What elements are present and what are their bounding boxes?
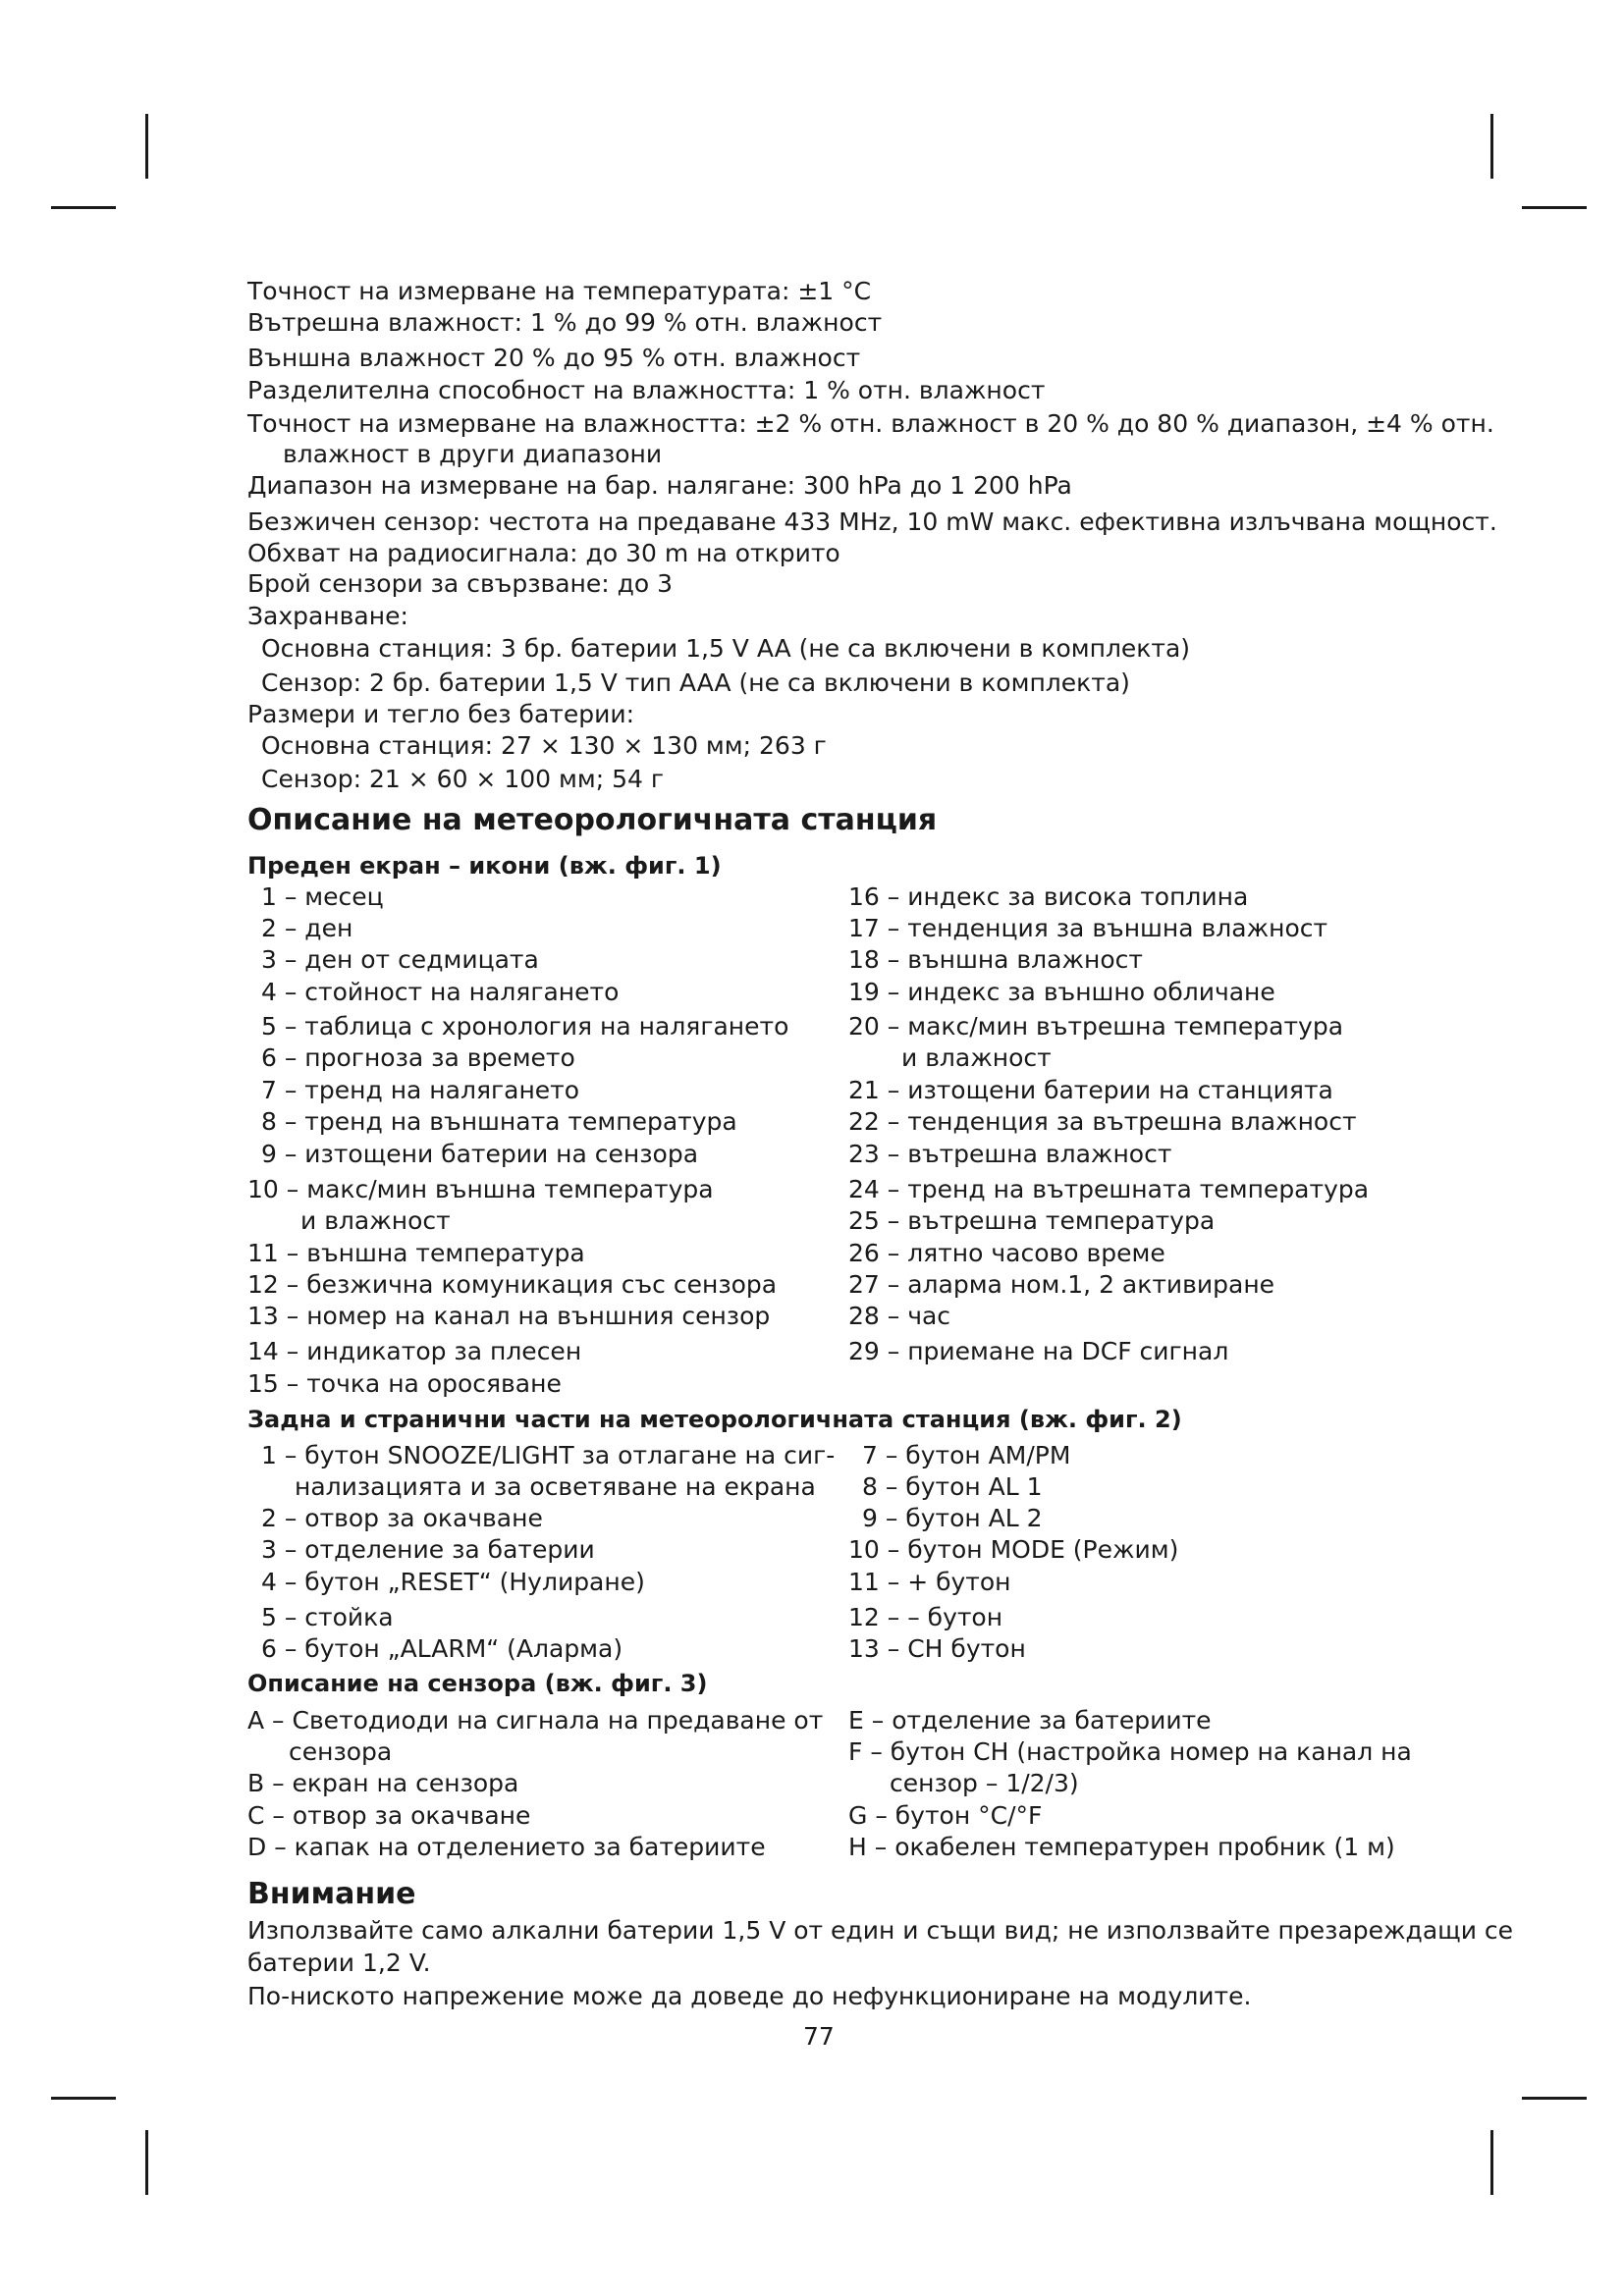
spec-line: Вътрешна влажност: 1 % до 99 % отн. влажност xyxy=(247,308,883,337)
spec-line: влажност в други диапазони xyxy=(283,440,663,468)
sensor-part-item: E – отделение за батериите xyxy=(848,1706,1212,1735)
sensor-part-item: C – отвор за окачване xyxy=(247,1801,531,1830)
crop-mark xyxy=(145,114,148,179)
back-part-item: 12 – – бутон xyxy=(848,1603,1003,1631)
front-icon-item: 26 – лятно часово време xyxy=(848,1239,1165,1267)
front-icon-item: 22 – тенденция за вътрешна влажност xyxy=(848,1107,1357,1136)
back-part-item: 1 – бутон SNOOZE/LIGHT за отлагане на сиг- xyxy=(261,1441,836,1469)
front-icon-item: 10 – макс/мин външна температура xyxy=(247,1175,714,1203)
spec-line: Безжичен сензор: честота на предаване 433 MHz, 10 mW макс. ефективна излъчвана мощност. xyxy=(247,507,1497,536)
front-icon-item: 15 – точка на оросяване xyxy=(247,1369,562,1398)
back-part-item: 9 – бутон AL 2 xyxy=(862,1504,1043,1532)
crop-mark xyxy=(51,2097,116,2100)
front-icon-item: 7 – тренд на налягането xyxy=(261,1076,580,1104)
warning-line: Използвайте само алкални батерии 1,5 V от един и същи вид; не използвайте презареждащи се xyxy=(247,1916,1514,1945)
spec-line: Точност на измерване на температурата: ±1 °C xyxy=(247,277,872,305)
sensor-part-item: F – бутон CH (настройка номер на канал на xyxy=(848,1737,1412,1766)
front-icon-item: 1 – месец xyxy=(261,882,384,911)
sensor-part-item: A – Светодиоди на сигнала на предаване от xyxy=(247,1706,824,1735)
back-part-item: 5 – стойка xyxy=(261,1603,394,1631)
back-part-item: нализацията и за осветяване на екрана xyxy=(295,1472,816,1501)
front-icon-item: 11 – външна температура xyxy=(247,1239,585,1267)
back-part-item: 3 – отделение за батерии xyxy=(261,1535,595,1564)
front-icon-item: 12 – безжична комуникация със сензора xyxy=(247,1270,778,1299)
front-icon-item: 29 – приемане на DCF сигнал xyxy=(848,1337,1229,1365)
back-part-item: 7 – бутон AM/PM xyxy=(862,1441,1071,1469)
spec-line: Основна станция: 3 бр. батерии 1,5 V AA (не са включени в комплекта) xyxy=(261,634,1191,663)
front-icon-item: 21 – изтощени батерии на станцията xyxy=(848,1076,1333,1104)
back-part-item: 10 – бутон MODE (Режим) xyxy=(848,1535,1179,1564)
crop-mark xyxy=(1490,2130,1493,2195)
warning-title: Внимание xyxy=(247,1877,416,1911)
spec-line: Брой сензори за свързване: до 3 xyxy=(247,569,674,598)
back-part-item: 6 – бутон „ALARM“ (Аларма) xyxy=(261,1634,623,1663)
back-part-item: 8 – бутон AL 1 xyxy=(862,1472,1043,1501)
front-icon-item: 3 – ден от седмицата xyxy=(261,945,539,974)
spec-line: Сензор: 2 бр. батерии 1,5 V тип AAA (не са включени в комплекта) xyxy=(261,668,1130,697)
front-icon-item: 8 – тренд на външната температура xyxy=(261,1107,737,1136)
front-icon-item: и влажност xyxy=(300,1206,451,1235)
front-icon-item: 9 – изтощени батерии на сензора xyxy=(261,1140,699,1168)
crop-mark xyxy=(51,206,116,209)
spec-line: Основна станция: 27 × 130 × 130 мм; 263 г xyxy=(261,731,827,760)
front-display-heading: Преден екран – икони (вж. фиг. 1) xyxy=(247,852,722,880)
sensor-part-item: сензор – 1/2/3) xyxy=(890,1769,1079,1797)
sensor-part-item: G – бутон °C/°F xyxy=(848,1801,1043,1830)
spec-line: Сензор: 21 × 60 × 100 мм; 54 г xyxy=(261,765,664,793)
warning-line: По-ниското напрежение може да доведе до нефункциониране на модулите. xyxy=(247,1982,1252,2010)
front-icon-item: 6 – прогноза за времето xyxy=(261,1043,575,1072)
crop-mark xyxy=(1522,206,1587,209)
crop-mark xyxy=(1490,114,1493,179)
front-icon-item: 20 – макс/мин вътрешна температура xyxy=(848,1012,1344,1041)
warning-line: батерии 1,2 V. xyxy=(247,1949,431,1977)
back-part-item: 11 – + бутон xyxy=(848,1568,1011,1596)
spec-line: Захранване: xyxy=(247,602,408,630)
sensor-part-item: D – капак на отделението за батериите xyxy=(247,1833,766,1861)
front-icon-item: 27 – аларма ном.1, 2 активиране xyxy=(848,1270,1275,1299)
back-parts-heading: Задна и странични части на метеорологичната станция (вж. фиг. 2) xyxy=(247,1406,1182,1433)
front-icon-item: 2 – ден xyxy=(261,914,353,942)
front-icon-item: 13 – номер на канал на външния сензор xyxy=(247,1302,771,1330)
front-icon-item: 19 – индекс за външно обличане xyxy=(848,978,1275,1006)
front-icon-item: 17 – тенденция за външна влажност xyxy=(848,914,1328,942)
sensor-heading: Описание на сензора (вж. фиг. 3) xyxy=(247,1670,708,1697)
sensor-part-item: B – екран на сензора xyxy=(247,1769,519,1797)
spec-line: Външна влажност 20 % до 95 % отн. влажност xyxy=(247,344,861,372)
front-icon-item: и влажност xyxy=(901,1043,1052,1072)
sensor-part-item: сензора xyxy=(289,1737,393,1766)
front-icon-item: 25 – вътрешна температура xyxy=(848,1206,1216,1235)
back-part-item: 4 – бутон „RESET“ (Нулиране) xyxy=(261,1568,645,1596)
crop-mark xyxy=(145,2130,148,2195)
spec-line: Разделителна способност на влажността: 1 % отн. влажност xyxy=(247,376,1046,404)
back-part-item: 13 – CH бутон xyxy=(848,1634,1026,1663)
front-icon-item: 18 – външна влажност xyxy=(848,945,1143,974)
front-icon-item: 28 – час xyxy=(848,1302,951,1330)
front-icon-item: 5 – таблица с хронология на налягането xyxy=(261,1012,789,1041)
front-icon-item: 16 – индекс за висока топлина xyxy=(848,882,1249,911)
crop-mark xyxy=(1522,2097,1587,2100)
sensor-part-item: H – окабелен температурен пробник (1 м) xyxy=(848,1833,1395,1861)
front-icon-item: 24 – тренд на вътрешната температура xyxy=(848,1175,1370,1203)
spec-line: Размери и тегло без батерии: xyxy=(247,700,634,728)
section-title: Описание на метеорологичната станция xyxy=(247,803,938,837)
spec-line: Диапазон на измерване на бар. налягане: 300 hPa до 1 200 hPa xyxy=(247,471,1072,500)
front-icon-item: 4 – стойност на налягането xyxy=(261,978,620,1006)
back-part-item: 2 – отвор за окачване xyxy=(261,1504,543,1532)
spec-line: Точност на измерване на влажността: ±2 % отн. влажност в 20 % до 80 % диапазон, ±4 % отн. xyxy=(247,409,1494,438)
spec-line: Обхват на радиосигнала: до 30 m на открито xyxy=(247,539,840,567)
front-icon-item: 14 – индикатор за плесен xyxy=(247,1337,582,1365)
page-number: 77 xyxy=(803,2022,835,2051)
front-icon-item: 23 – вътрешна влажност xyxy=(848,1140,1172,1168)
